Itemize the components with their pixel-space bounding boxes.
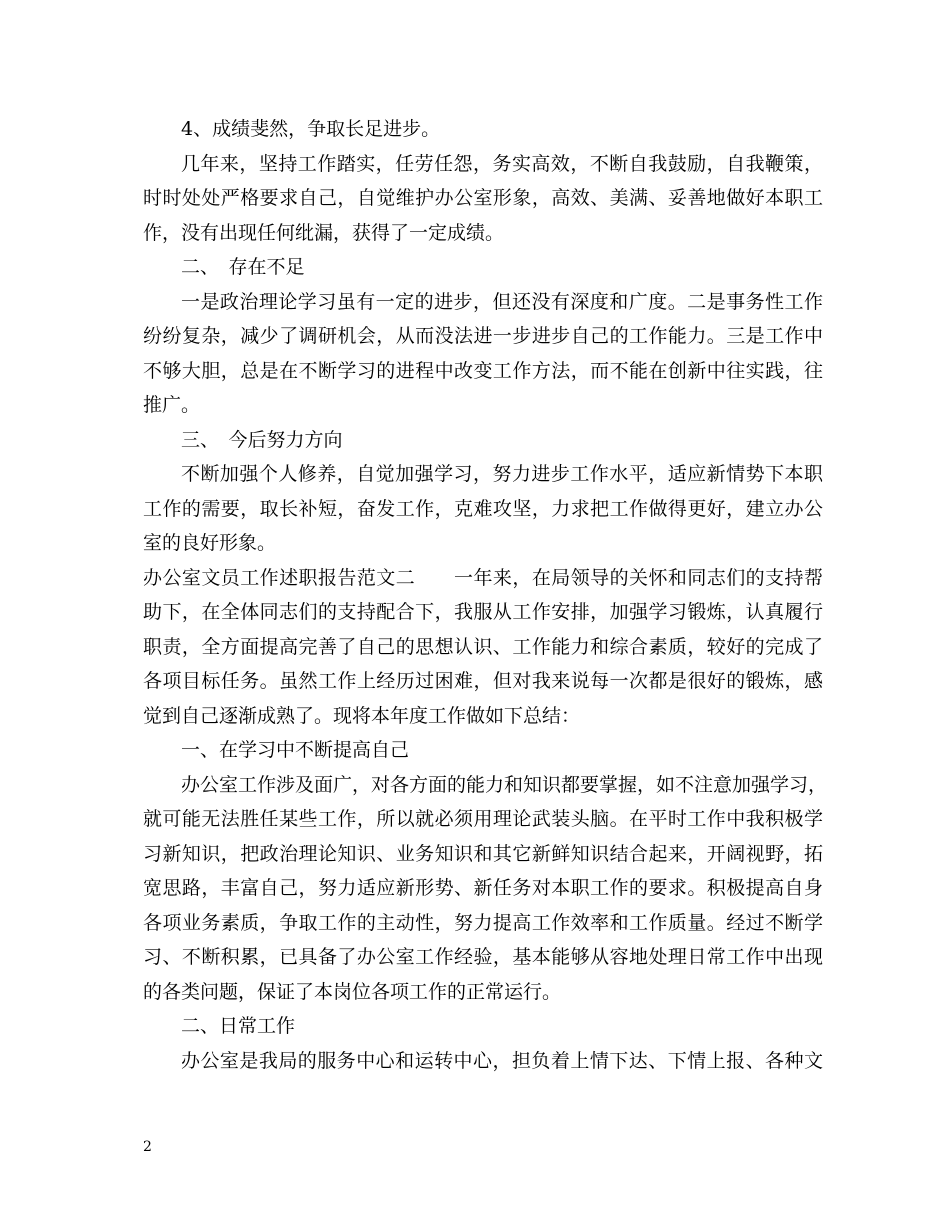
paragraph-line: 纷纷复杂，减少了调研机会，从而没法进一步进步自己的工作能力。三是工作中 <box>143 325 823 347</box>
page-number: 2 <box>143 1139 152 1155</box>
paragraph-line: 助下，在全体同志们的支持配合下，我服从工作安排，加强学习锻炼，认真履行 <box>143 601 823 623</box>
paragraph-line: 不断加强个人修养，自觉加强学习，努力进步工作水平，适应新情势下本职 <box>181 463 823 485</box>
paragraph-line: 习、不断积累，已具备了办公室工作经验，基本能够从容地处理日常工作中出现 <box>143 946 823 968</box>
paragraph-line: 习新知识，把政治理论知识、业务知识和其它新鲜知识结合起来，开阔视野，拓 <box>143 842 823 865</box>
paragraph-line: 不够大胆，总是在不断学习的进程中改变工作方法，而不能在创新中往实践，往 <box>143 359 823 382</box>
paragraph-line: 觉到自己逐渐成熟了。现将本年度工作做如下总结： <box>143 704 581 727</box>
paragraph-line: 职责，全方面提高完善了自己的思想认识、工作能力和综合素质，较好的完成了 <box>143 635 823 658</box>
paragraph-line: 几年来，坚持工作踏实，任劳任怨，务实高效，不断自我鼓励，自我鞭策， <box>181 152 823 175</box>
section-heading-daily-work: 二、日常工作 <box>181 1015 296 1037</box>
section-heading-achievements: 4、成绩斐然，争取长足进步。 <box>181 118 441 140</box>
paragraph-line: 一是政治理论学习虽有一定的进步，但还没有深度和广度。二是事务性工作 <box>181 290 823 313</box>
paragraph-line: 推广。 <box>143 394 201 416</box>
paragraph-line: 各项业务素质，争取工作的主动性，努力提高工作效率和工作质量。经过不断学 <box>143 911 823 934</box>
section-heading-future-direction: 三、 今后努力方向 <box>181 428 343 451</box>
paragraph-line: 工作的需要，取长补短，奋发工作，克难攻坚，力求把工作做得更好，建立办公 <box>143 497 823 520</box>
document-body <box>143 112 828 1078</box>
paragraph-line: 办公室是我局的服务中心和运转中心，担负着上情下达、下情上报、各种文 <box>181 1049 823 1072</box>
section-heading-shortcomings: 二、 存在不足 <box>181 256 305 278</box>
paragraph-line: 各项目标任务。虽然工作上经历过困难，但对我来说每一次都是很好的锻炼，感 <box>143 670 823 692</box>
paragraph-line: 宽思路，丰富自己，努力适应新形势、新任务对本职工作的要求。积极提高自身 <box>143 877 823 899</box>
paragraph-line: 作，没有出现任何纰漏，获得了一定成绩。 <box>143 221 505 244</box>
paragraph-line: 室的良好形象。 <box>143 532 277 554</box>
paragraph-line: 办公室工作涉及面广，对各方面的能力和知识都要掌握，如不注意加强学习， <box>181 773 828 796</box>
paragraph-line: 就可能无法胜任某些工作，所以就必须用理论武装头脑。在平时工作中我积极学 <box>143 808 823 830</box>
paragraph-line: 时时处处严格要求自己，自觉维护办公室形象，高效、美满、妥善地做好本职工 <box>143 187 823 209</box>
paragraph-line: 办公室文员工作述职报告范文二 一年来，在局领导的关怀和同志们的支持帮 <box>143 566 823 589</box>
paragraph-line: 的各类问题，保证了本岗位各项工作的正常运行。 <box>143 980 562 1003</box>
section-heading-learning: 一、在学习中不断提高自己 <box>181 739 410 761</box>
